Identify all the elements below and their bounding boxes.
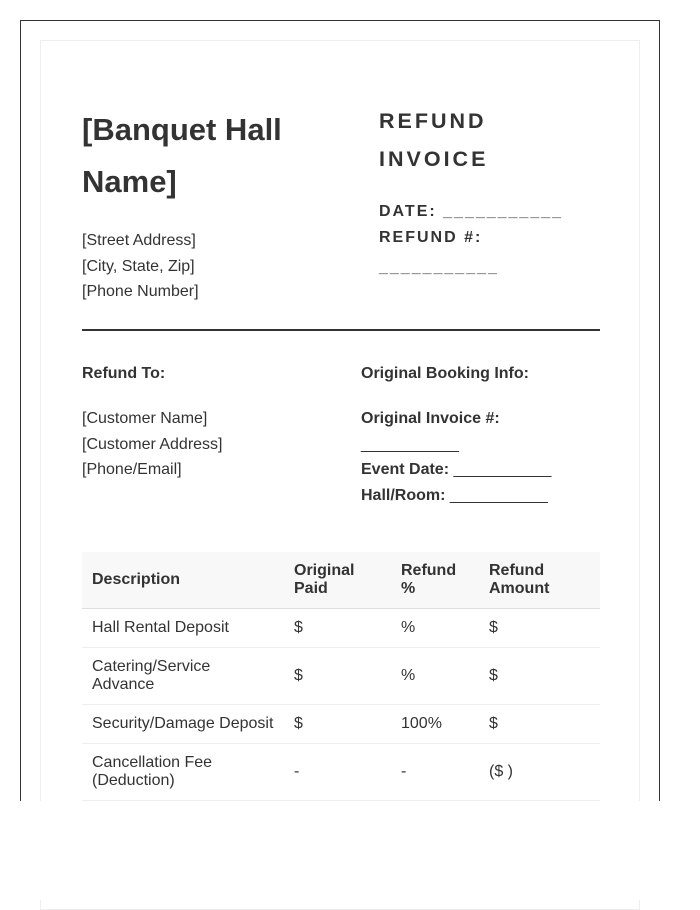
phone-number: [Phone Number] — [82, 283, 199, 300]
table-row — [82, 648, 600, 705]
date-line: DATE: ___________ — [379, 203, 564, 220]
row-refund-percent: - — [391, 744, 479, 801]
page-cutoff — [0, 801, 700, 900]
row-refund-percent: % — [391, 648, 479, 705]
row-original-paid: $ — [284, 705, 391, 744]
company-address — [82, 228, 199, 305]
refund-number-blank: ___________ — [379, 259, 499, 276]
booking-info-section — [361, 364, 601, 508]
street-address: [Street Address] — [82, 232, 196, 249]
row-refund-amount: $ — [479, 705, 600, 744]
row-description: Catering/Service Advance — [82, 648, 284, 705]
row-refund-percent: % — [391, 609, 479, 648]
refund-to-section — [82, 364, 342, 483]
row-description: Security/Damage Deposit — [82, 705, 284, 744]
header-divider — [82, 329, 600, 331]
refund-items-table — [82, 552, 600, 801]
hall-room-label: Hall/Room: — [361, 486, 446, 504]
row-refund-amount: ($ ) — [479, 744, 600, 801]
refund-number-label: REFUND #: — [379, 228, 483, 246]
table-row — [82, 609, 600, 648]
row-description: Cancellation Fee (Deduction) — [82, 744, 284, 801]
row-refund-amount: $ — [479, 609, 600, 648]
table-header-row — [82, 552, 600, 609]
column-header-refund-percent: Refund % — [391, 552, 479, 609]
row-original-paid: - — [284, 744, 391, 801]
row-refund-amount: $ — [479, 648, 600, 705]
table-row — [82, 705, 600, 744]
row-description: Hall Rental Deposit — [82, 609, 284, 648]
table-row — [82, 744, 600, 801]
company-name: [Banquet Hall Name] — [82, 112, 282, 199]
invoice-meta — [379, 199, 579, 281]
row-original-paid: $ — [284, 609, 391, 648]
customer-contact: [Phone/Email] — [82, 461, 182, 478]
refund-to-heading: Refund To: — [82, 365, 166, 382]
original-invoice-blank: ___________ — [361, 435, 459, 453]
invoice-title: REFUND INVOICE — [379, 109, 489, 171]
row-refund-percent: 100% — [391, 705, 479, 744]
booking-info-heading: Original Booking Info: — [361, 365, 529, 382]
column-header-description: Description — [82, 552, 284, 609]
column-header-original-paid: Original Paid — [284, 552, 391, 609]
hall-room-blank: ___________ — [445, 486, 548, 504]
customer-name: [Customer Name] — [82, 410, 208, 427]
row-original-paid: $ — [284, 648, 391, 705]
column-header-refund-amount: Refund Amount — [479, 552, 600, 609]
customer-address: [Customer Address] — [82, 435, 223, 453]
original-invoice-label: Original Invoice #: — [361, 410, 500, 427]
event-date-blank: ___________ — [449, 461, 552, 478]
event-date-label: Event Date: — [361, 461, 450, 478]
city-state-zip: [City, State, Zip] — [82, 257, 195, 275]
